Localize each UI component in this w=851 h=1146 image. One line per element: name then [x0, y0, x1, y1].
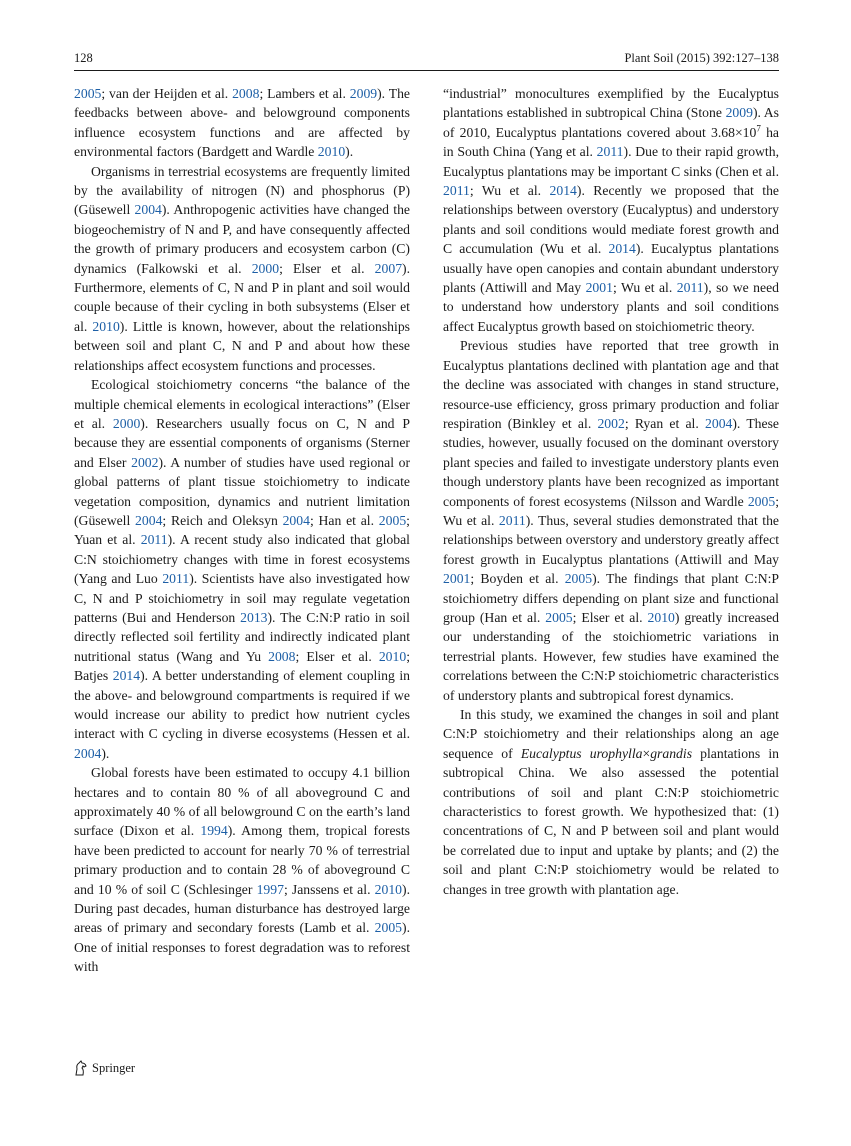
text-run: ). A better understanding of element coupling in the above- and belowground compartments is required if we would increase our ability to predict how nutrient cycles interact with C cycling in diverse ecosystems (Hessen et al.: [74, 668, 411, 742]
citation-link[interactable]: 2008: [232, 86, 260, 101]
citation-link[interactable]: 2002: [597, 415, 625, 431]
text-run: ). Due to their rapid growth, Eucalyptus plantations may be important C sinks (Chen et al.: [443, 144, 779, 179]
citation-link[interactable]: 2014: [112, 668, 141, 684]
citation-link[interactable]: 2013: [240, 609, 268, 625]
text-run: ), so we need to understand how understory plants and soil conditions affect Eucalyptus growth based on stoichiometric theory.: [443, 280, 779, 334]
citation-link[interactable]: 2005: [74, 86, 102, 101]
text-run: Global forests have been estimated to occupy 4.1 billion hectares and to contain 80 % of all aboveground C and approximately 40 % of all belowground C on the earth’s land surface (Dixon et al.: [74, 765, 410, 839]
citation-link[interactable]: 2014: [549, 183, 577, 199]
citation-link[interactable]: 2010: [317, 144, 346, 160]
citation-link[interactable]: 2000: [112, 415, 141, 431]
text-run: ; Elser et al.: [295, 648, 379, 664]
text-run: Previous studies have reported that tree growth in Eucalyptus plantations declined with plantation age and that the decline was associated with changes in stand structure, resource-use efficiency, gross primary production and foliar respiration (Binkley et al.: [443, 338, 779, 431]
citation-link[interactable]: 2011: [140, 532, 168, 548]
text-run: ). A recent study also indicated that global C:N stoichiometry changes with time in forest ecosystems (Yang and Luo: [74, 532, 410, 587]
citation-link[interactable]: 2010: [647, 609, 675, 625]
text-run: ha in South China (Yang et al.: [443, 124, 779, 160]
text-run: ; Lambers et al.: [259, 86, 350, 101]
text-run: ; Reich and Oleksyn: [162, 512, 283, 528]
citation-link[interactable]: 2007: [374, 260, 403, 276]
text-run: ). Furthermore, elements of C, N and P in plant and soil would couple because of their cycling in both subsystems (Elser et al.: [74, 260, 411, 334]
citation-link[interactable]: 2005: [374, 920, 403, 936]
text-run: ). Eucalyptus plantations usually have open canopies and contain abundant understory plants (Attiwill and May: [443, 241, 779, 296]
text-run: ; van der Heijden et al.: [101, 86, 233, 101]
citation-link[interactable]: 2009: [349, 86, 378, 101]
text-run: ; Yuan et al.: [74, 512, 410, 548]
citation-link[interactable]: 2010: [378, 648, 407, 664]
text-run: ; Elser et al.: [572, 609, 648, 625]
text-run: ). Little is known, however, about the relationships between soil and plant C, N and P and about how these relationships affect ecosystem functions and processes.: [74, 318, 410, 373]
text-run: ). The C:N:P ratio in soil directly reflected soil fertility and indirectly indicated plant nutritional status (Wang and Yu: [74, 609, 410, 664]
text-run: ). As of 2010, Eucalyptus plantations covered about 3.68×10: [443, 105, 780, 140]
species-name: grandis: [650, 745, 693, 761]
citation-link[interactable]: 2000: [251, 260, 280, 276]
text-run: ).: [101, 745, 110, 761]
paragraph: [74, 84, 410, 162]
paragraph: [74, 162, 410, 375]
text-run: Organisms in terrestrial ecosystems are frequently limited by the availability of nitrogen (N) and phosphorus (P) (Güsewell: [74, 163, 410, 218]
text-run: ; Ryan et al.: [624, 415, 705, 431]
citation-link[interactable]: 2005: [747, 493, 776, 509]
text-run: ; Batjes: [74, 648, 410, 684]
citation-link[interactable]: 2004: [705, 415, 733, 431]
citation-link[interactable]: 2010: [92, 318, 120, 334]
text-run: ).: [345, 144, 354, 160]
text-run: ×: [642, 745, 651, 761]
text-run: ; Wu et al.: [612, 280, 677, 296]
text-run: ; Han et al.: [309, 512, 379, 528]
citation-link[interactable]: 2005: [378, 512, 407, 528]
header-rule: [74, 70, 779, 71]
left-column: [74, 84, 410, 977]
text-run: plantations in subtropical China. We also assessed the potential contributions of soil and plant C:N:P stoichiometric characteristics to forest growth. We hypothesized that: (1) concentrations of C, N and P between soil and plant would be correlated due to input and uptake by plants; and (2) the soil and plant C:N:P stoichiometry would be related to changes in tree growth with plantation age.: [443, 745, 779, 897]
text-run: ). The findings that plant C:N:P stoichiometry differs depending on plant size and functional group (Han et al.: [443, 571, 779, 625]
citation-link[interactable]: 2001: [585, 280, 613, 296]
journal-citation: Plant Soil (2015) 392:127–138: [624, 51, 779, 65]
paragraph: [74, 763, 410, 976]
species-name: Eucalyptus urophylla: [520, 745, 643, 761]
text-run: ; Wu et al.: [469, 183, 550, 199]
running-header: [74, 51, 779, 69]
text-run: ). During past decades, human disturbance has destroyed large areas of primary and secondary forests (Lamb et al.: [74, 881, 410, 936]
paragraph: [74, 375, 410, 763]
citation-link[interactable]: 2008: [268, 648, 296, 664]
text-run: ). Anthropogenic activities have changed the biogeochemistry of N and P, and have consequently affected the growth of primary producers and ecosystem carbon (C) dynamics (Falkowski et al.: [74, 202, 410, 276]
text-run: ). Scientists have also investigated how C, N and P stoichiometry in soil may regulate vegetation patterns (Bui and Henderson: [74, 571, 410, 625]
citation-link[interactable]: 2014: [608, 241, 636, 257]
text-run: ). Thus, several studies demonstrated that the relationships between overstory and understory greatly affect forest growth in Eucalyptus plantations (Attiwill and May: [443, 512, 779, 567]
citation-link[interactable]: 2011: [498, 512, 526, 528]
text-run: ; Janssens et al.: [283, 881, 375, 897]
citation-link[interactable]: 2009: [725, 105, 753, 121]
paragraph: [443, 705, 779, 899]
springer-horse-icon: [74, 1060, 88, 1076]
paragraph: [443, 336, 779, 705]
text-run: ). The feedbacks between above- and belowground components influence ecosystem functions and are affected by environmental factors (Bardgett and Wardle: [74, 86, 410, 160]
citation-link[interactable]: 2004: [134, 202, 162, 218]
text-run: ; Wu et al.: [443, 493, 779, 528]
citation-link[interactable]: 2011: [443, 183, 470, 199]
text-run: ). Researchers usually focus on C, N and P because they are essential components of organisms (Sterner and Elser: [74, 415, 410, 470]
citation-link[interactable]: 2002: [131, 454, 159, 470]
citation-link[interactable]: 2010: [374, 881, 403, 897]
publisher-name: Springer: [92, 1060, 136, 1075]
text-run: Ecological stoichiometry concerns “the balance of the multiple chemical elements in ecological interactions” (Elser et al.: [74, 377, 410, 431]
citation-link[interactable]: 2005: [564, 571, 593, 587]
text-run: ) greatly increased our understanding of the stoichiometric variations in terrestrial plants. However, few studies have examined the correlations between the C:N:P stoichiometric characteristics of understory plants and subtropical forest dynamics.: [443, 609, 779, 703]
text-run: ). These studies, however, usually focused on the dominant overstory plant species and failed to investigate understory plants even though understory plants have been recognized as important components of forest ecosystems (Nilsson and Wardle: [443, 415, 779, 509]
citation-link[interactable]: 1994: [200, 823, 228, 839]
text-run: ). Recently we proposed that the relationships between overstory (Eucalyptus) and understory plants and soil conditions would mediate forest growth and C accumulation (Wu et al.: [443, 183, 780, 257]
citation-link[interactable]: 2004: [135, 512, 163, 528]
citation-link[interactable]: 2005: [545, 609, 573, 625]
text-run: ). Among them, tropical forests have been predicted to account for nearly 70 % of terrestrial primary production and to contain 28 % of aboveground C and 10 % of soil C (Schlesinger: [74, 823, 410, 897]
page-number: 128: [74, 51, 93, 65]
citation-link[interactable]: 1997: [256, 881, 284, 897]
text-run: ; Elser et al.: [279, 260, 375, 276]
text-run: ). One of initial responses to forest degradation was to reforest with: [74, 920, 410, 975]
paragraph: [443, 84, 779, 336]
exponent: 7: [756, 123, 761, 134]
citation-link[interactable]: 2011: [162, 571, 190, 587]
text-run: In this study, we examined the changes in soil and plant C:N:P stoichiometry and their relationships along an age sequence of: [443, 707, 779, 761]
text-run: ). A number of studies have used regional or global patterns of plant tissue stoichiometry to indicate vegetation composition, dynamics and nutrient limitation (Güsewell: [74, 454, 411, 528]
text-run: ; Boyden et al.: [470, 571, 565, 587]
citation-link[interactable]: 2004: [282, 512, 310, 528]
right-column: [443, 84, 779, 899]
publisher-footer: [74, 1059, 135, 1077]
citation-link[interactable]: 2011: [676, 280, 704, 296]
text-run: “industrial” monocultures exemplified by the Eucalyptus plantations established in subtropical China (Stone: [443, 86, 779, 121]
citation-link[interactable]: 2004: [74, 745, 102, 761]
citation-link[interactable]: 2011: [596, 144, 624, 160]
citation-link[interactable]: 2001: [443, 571, 471, 587]
